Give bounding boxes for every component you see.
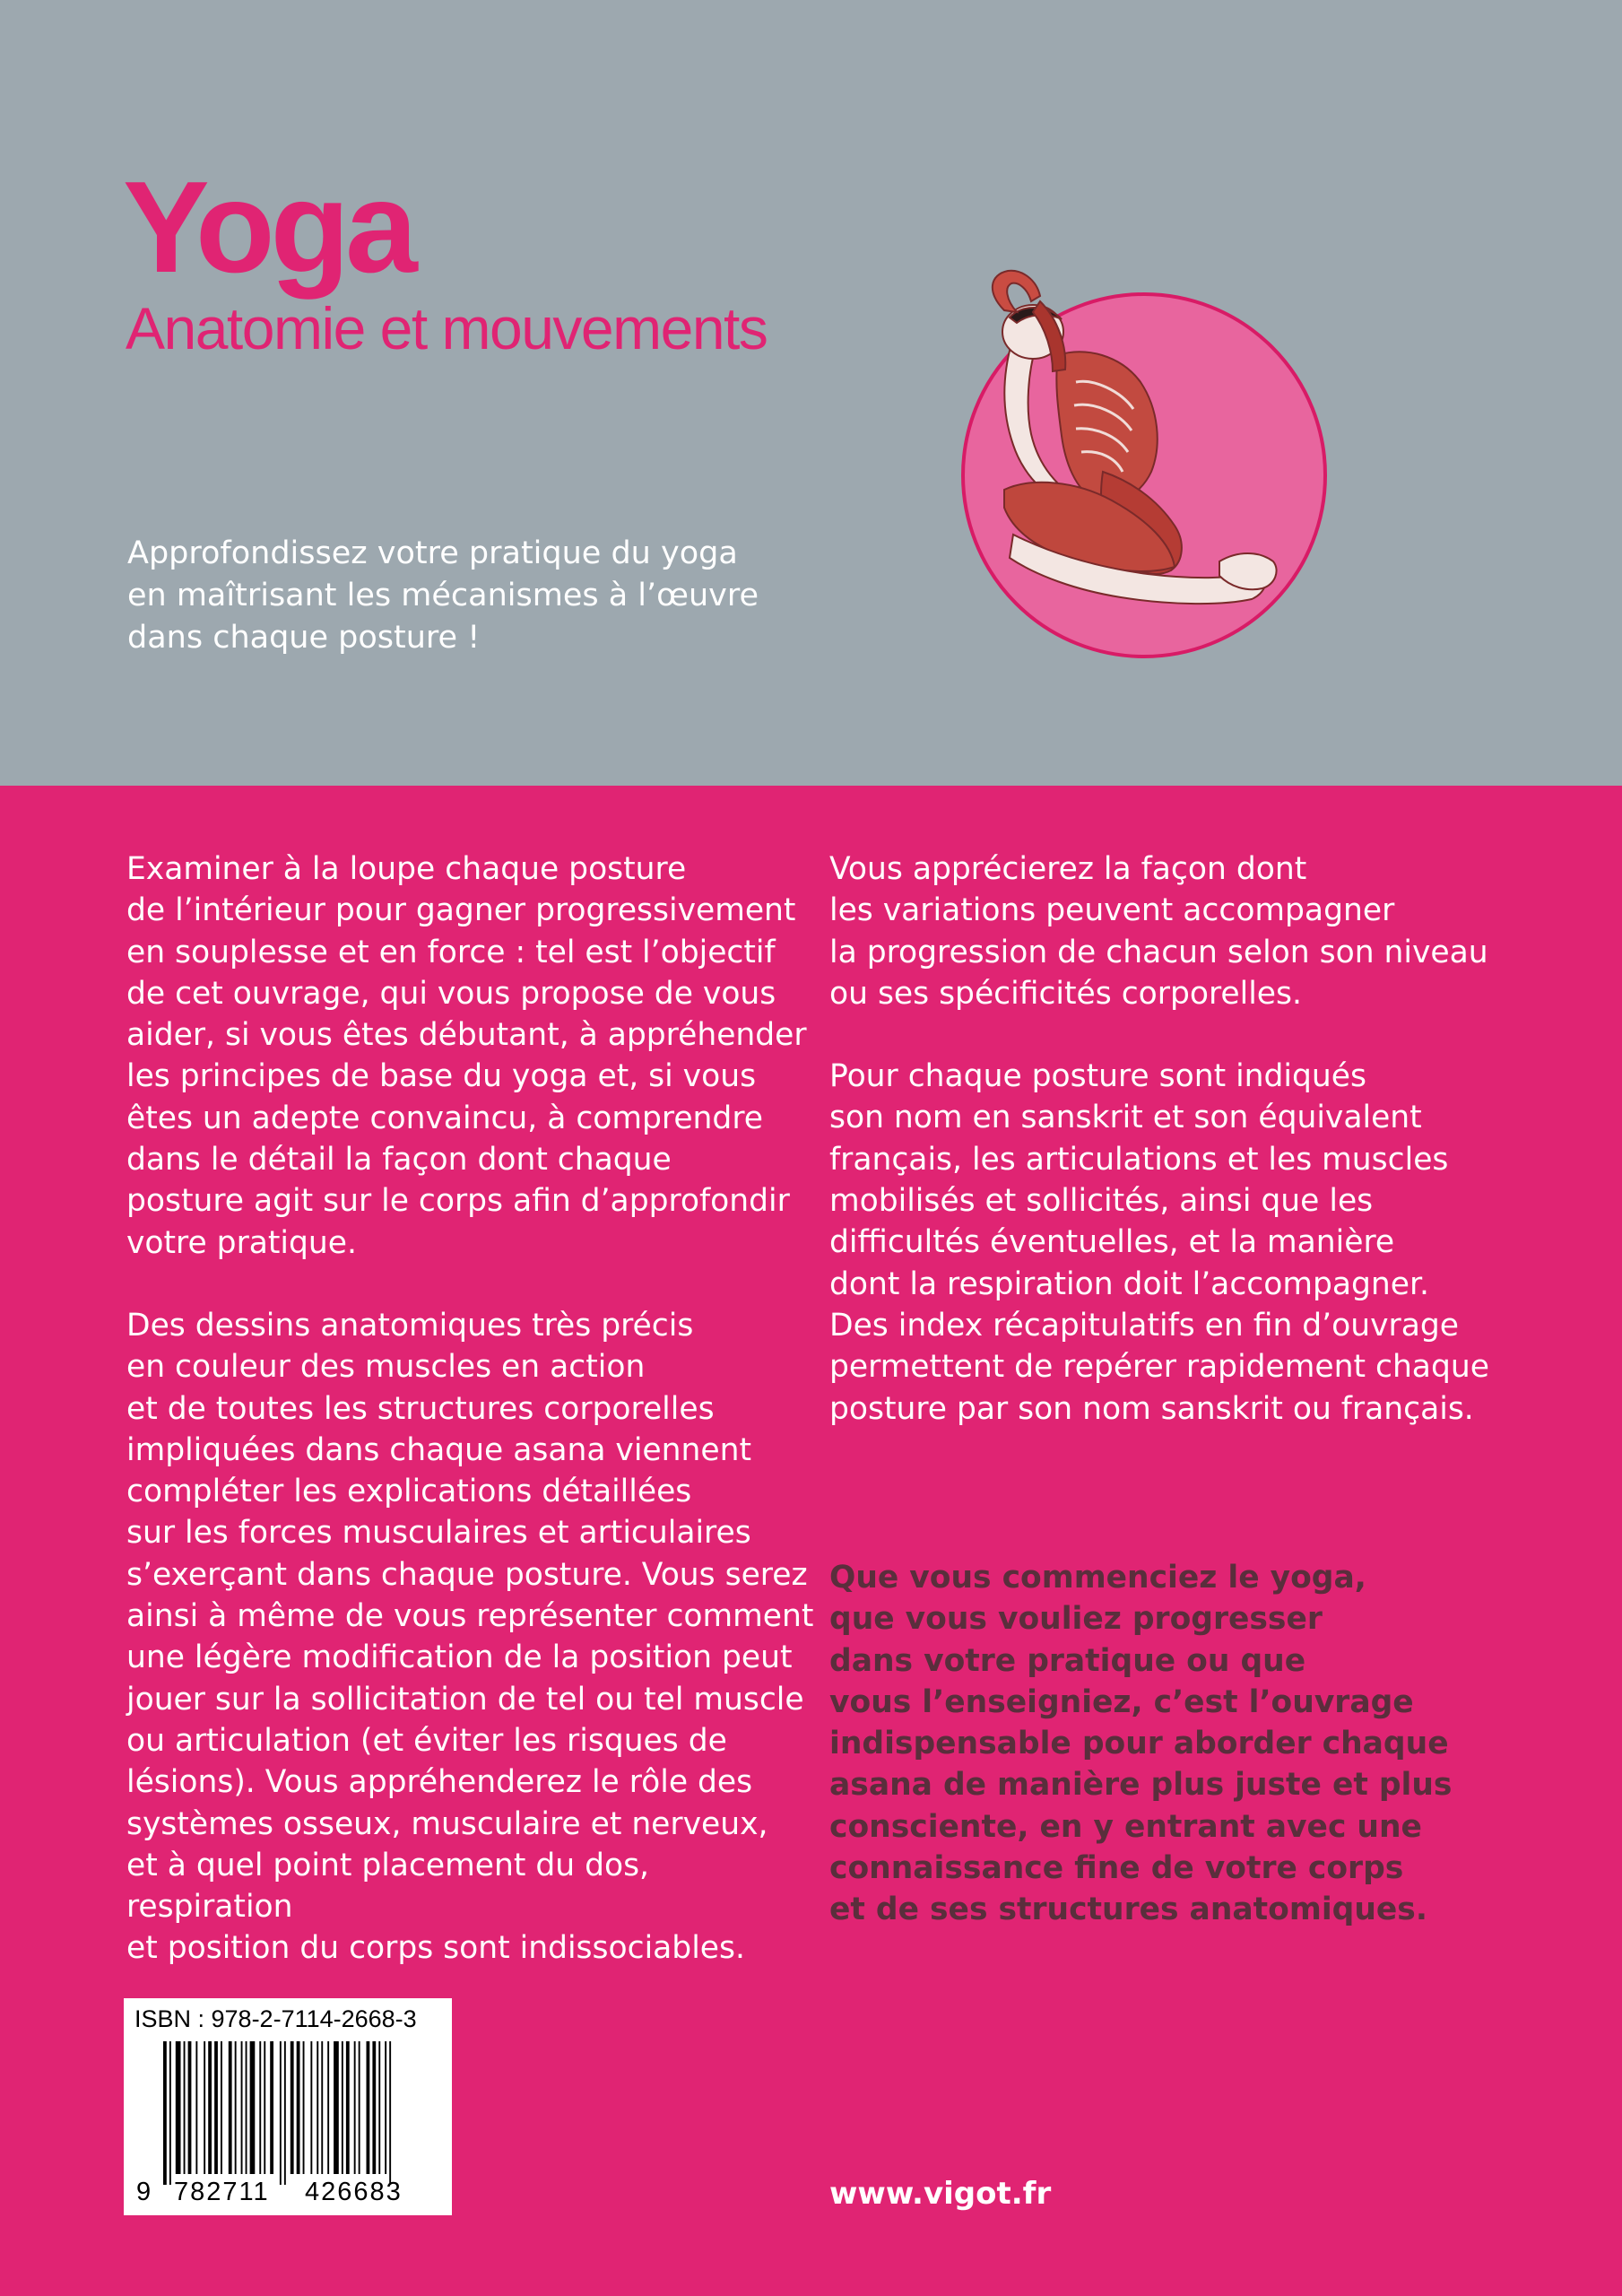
barcode-bar xyxy=(346,2041,350,2174)
text-line: aider, si vous êtes débutant, à appréhender xyxy=(126,1017,807,1054)
callout-line: Que vous commenciez le yoga, xyxy=(829,1560,1366,1596)
text-line: et à quel point placement du dos, respiration xyxy=(126,1847,650,1926)
text-line: une légère modification de la position peut xyxy=(126,1639,793,1676)
barcode-bar xyxy=(284,2041,286,2185)
barcode-bar xyxy=(367,2041,370,2174)
barcode-digits xyxy=(124,2176,452,2208)
barcode-bar xyxy=(378,2041,380,2174)
text-line: dont la respiration doit l’accompagner. xyxy=(829,1265,1429,1302)
barcode-bar xyxy=(334,2041,339,2174)
barcode-bar xyxy=(297,2041,300,2174)
barcode-bar xyxy=(204,2041,205,2174)
tagline xyxy=(127,533,809,659)
barcode-digits-right: 426683 xyxy=(305,2178,403,2206)
barcode-bar xyxy=(221,2041,222,2174)
text-line: français, les articulations et les muscles xyxy=(829,1141,1449,1178)
barcode-bar xyxy=(389,2041,391,2185)
barcode-bar xyxy=(188,2041,192,2174)
text-line: sur les forces musculaires et articulaires xyxy=(126,1515,751,1552)
barcode-bar xyxy=(208,2041,212,2174)
text-line: permettent de repérer rapidement chaque xyxy=(829,1349,1489,1386)
callout-line: vous l’enseigniez, c’est l’ouvrage xyxy=(829,1683,1414,1720)
barcode-bar xyxy=(310,2041,312,2174)
tagline-line: Approfondissez votre pratique du yoga xyxy=(127,535,738,571)
barcode-bar xyxy=(280,2041,282,2185)
callout-line: indispensable pour aborder chaque xyxy=(829,1726,1449,1762)
barcode-bar xyxy=(317,2041,318,2174)
paragraph-drawings xyxy=(126,1305,817,1970)
text-line: et de toutes les structures corporelles xyxy=(126,1390,715,1427)
text-line: Des dessins anatomiques très précis xyxy=(126,1307,694,1344)
text-line: en couleur des muscles en action xyxy=(126,1349,646,1386)
text-line: Des index récapitulatifs en fin d’ouvrage xyxy=(829,1307,1459,1344)
text-line: Vous apprécierez la façon dont xyxy=(829,851,1307,887)
text-line: mobilisés et sollicités, ainsi que les xyxy=(829,1183,1374,1220)
text-line: les variations peuvent accompagner xyxy=(829,892,1395,929)
barcode-bar xyxy=(250,2041,256,2174)
barcode-bar xyxy=(264,2041,265,2174)
barcode-bar xyxy=(303,2041,305,2174)
barcode-bar xyxy=(214,2041,218,2174)
text-line: posture agit sur le corps afin d’approfondir xyxy=(126,1183,790,1220)
left-column xyxy=(126,848,817,1970)
text-line: difficultés éventuelles, et la manière xyxy=(829,1224,1395,1261)
barcode-bar xyxy=(321,2041,323,2174)
text-line: compléter les explications détaillées xyxy=(126,1474,692,1510)
barcode-bar xyxy=(385,2041,386,2174)
text-line: ou articulation (et éviter les risques de xyxy=(126,1722,727,1759)
text-line: lésions). Vous appréhenderez le rôle des xyxy=(126,1764,753,1801)
book-subtitle: Anatomie et mouvements xyxy=(126,295,768,361)
barcode-bar xyxy=(270,2041,273,2174)
text-line: de l’intérieur pour gagner progressivement xyxy=(126,892,796,929)
barcode-bar xyxy=(235,2041,237,2174)
callout-line: et de ses structures anatomiques. xyxy=(829,1892,1427,1928)
barcode-bar xyxy=(241,2041,243,2174)
barcode-bar xyxy=(372,2041,376,2174)
barcode-bar xyxy=(184,2041,186,2174)
text-line: jouer sur la sollicitation de tel ou tel muscle xyxy=(126,1681,804,1718)
top-gray-band xyxy=(0,0,1622,786)
text-line: êtes un adepte convaincu, à comprendre xyxy=(126,1100,763,1136)
text-line: et position du corps sont indissociables. xyxy=(126,1930,745,1967)
website-url: www.vigot.fr xyxy=(829,2176,1052,2212)
barcode-bar xyxy=(359,2041,360,2174)
barcode-bar xyxy=(229,2041,232,2174)
barcode-bar xyxy=(291,2041,294,2174)
barcode-digits-left: 782711 xyxy=(174,2178,270,2206)
text-line: dans le détail la façon dont chaque xyxy=(126,1142,672,1178)
barcode-bar xyxy=(342,2041,343,2174)
text-line: les principes de base du yoga et, si vous xyxy=(126,1058,757,1095)
yoga-pose-anatomy-illustration xyxy=(950,265,1345,660)
text-line: ou ses spécificités corporelles. xyxy=(829,975,1302,1012)
isbn-label: ISBN : 978-2-7114-2668-3 xyxy=(134,2005,417,2032)
callout-line: consciente, en y entrant avec une xyxy=(829,1808,1422,1845)
text-line: Pour chaque posture sont indiqués xyxy=(829,1058,1366,1095)
paragraph-variations xyxy=(829,848,1538,1014)
barcode-bar xyxy=(169,2041,171,2185)
text-line: en souplesse et en force : tel est l’objectif xyxy=(126,934,776,970)
book-title: Yoga xyxy=(123,154,413,300)
paragraph-intro xyxy=(126,848,817,1264)
text-line: la progression de chacun selon son niveau xyxy=(829,934,1488,970)
barcode-digit-lead: 9 xyxy=(136,2178,152,2206)
barcode-bar xyxy=(163,2041,167,2185)
barcode-bar xyxy=(246,2041,247,2174)
text-line: son nom en sanskrit et son équivalent xyxy=(829,1100,1422,1136)
text-line: ainsi à même de vous représenter comment xyxy=(126,1598,814,1635)
text-line: votre pratique. xyxy=(126,1224,357,1261)
callout-paragraph xyxy=(829,1557,1538,1931)
barcode-block xyxy=(124,1998,452,2215)
callout-line: que vous vouliez progresser xyxy=(829,1601,1323,1638)
callout-line: asana de manière plus juste et plus xyxy=(829,1767,1453,1804)
callout-line: dans votre pratique ou que xyxy=(829,1642,1306,1679)
callout-line: connaissance fine de votre corps xyxy=(829,1850,1404,1887)
right-column xyxy=(829,848,1538,1430)
barcode-bar xyxy=(354,2041,356,2174)
tagline-line: en maîtrisant les mécanismes à l’œuvre xyxy=(127,578,759,613)
text-line: Examiner à la loupe chaque posture xyxy=(126,851,687,887)
tagline-line: dans chaque posture ! xyxy=(127,620,481,656)
barcode-bar xyxy=(327,2041,329,2174)
text-line: impliquées dans chaque asana viennent xyxy=(126,1431,752,1468)
barcode-bar xyxy=(176,2041,181,2174)
text-line: de cet ouvrage, qui vous propose de vous xyxy=(126,975,776,1012)
paragraph-indications xyxy=(829,1056,1538,1430)
barcode-bar xyxy=(259,2041,261,2174)
text-line: systèmes osseux, musculaire et nerveux, xyxy=(126,1805,768,1842)
barcode-bar xyxy=(195,2041,197,2174)
text-line: s’exerçant dans chaque posture. Vous serez xyxy=(126,1556,808,1593)
text-line: posture par son nom sanskrit ou français. xyxy=(829,1390,1474,1427)
